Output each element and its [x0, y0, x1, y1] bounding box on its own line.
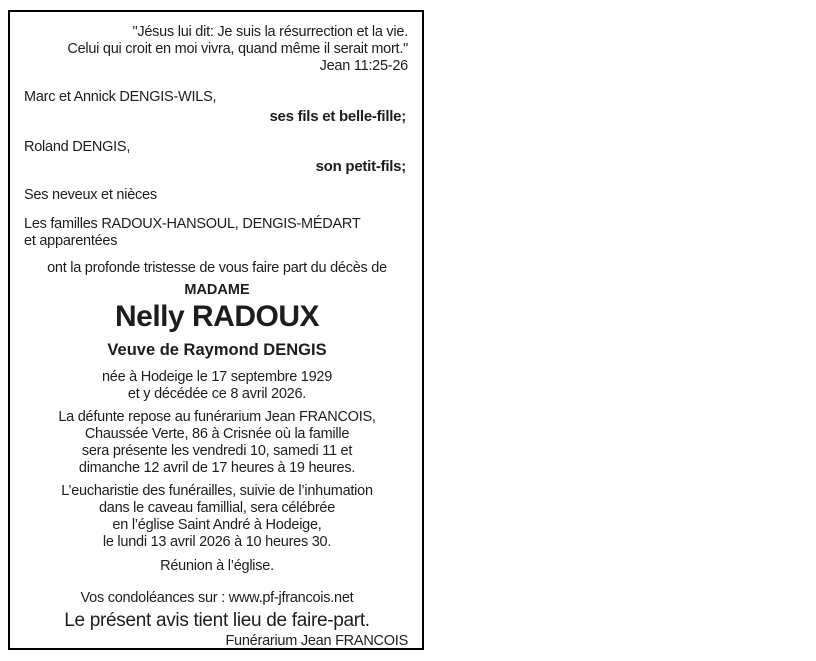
repose-block — [24, 409, 410, 477]
relative-row-sons — [24, 89, 410, 125]
repose-line-1: La défunte repose au funérarium Jean FRANCOIS, — [58, 409, 376, 425]
families-line-1: Les familles RADOUX-HANSOUL, DENGIS-MÉDART — [24, 216, 361, 232]
quote-line-2: Celui qui croit en moi vivra, quand même il serait mort." — [67, 41, 408, 57]
birth-death-block — [24, 369, 410, 403]
families-block — [24, 216, 410, 250]
relative-relation: ses fils et belle-fille; — [269, 108, 406, 125]
relative-relation: son petit-fils; — [315, 158, 406, 175]
notice-line: Le présent avis tient lieu de faire-part. — [64, 610, 370, 631]
repose-line-3: sera présente les vendredi 10, samedi 11 et — [81, 443, 353, 459]
ceremony-line-1: L’eucharistie des funérailles, suivie de l’inhumation — [61, 483, 373, 499]
honorific-title: MADAME — [184, 282, 250, 298]
repose-line-4: dimanche 12 avril de 17 heures à 19 heures. — [78, 460, 356, 476]
relative-row-grandson — [24, 139, 410, 175]
repose-line-2: Chaussée Verte, 86 à Crisnée où la famille — [84, 426, 350, 442]
widow-line: Veuve de Raymond DENGIS — [107, 341, 327, 359]
relative-names: Marc et Annick DENGIS-WILS, — [24, 89, 217, 105]
ceremony-block — [24, 483, 410, 551]
families-line-2: et apparentées — [24, 233, 118, 249]
gathering-line: Réunion à l’église. — [160, 558, 274, 574]
relative-names: Roland DENGIS, — [24, 139, 131, 155]
death-line: et y décédée ce 8 avril 2026. — [127, 386, 307, 402]
condolences-line: Vos condoléances sur : www.pf-jfrancois.net — [80, 590, 354, 606]
deceased-name: Nelly RADOUX — [114, 300, 320, 333]
quote-reference: Jean 11:25-26 — [319, 58, 408, 74]
ceremony-line-2: dans le caveau famillial, sera célébrée — [98, 500, 336, 516]
quote-line-1: "Jésus lui dit: Je suis la résurrection et la vie. — [132, 24, 408, 40]
announcement-line: ont la profonde tristesse de vous faire part du décès de — [47, 260, 387, 276]
birth-line: née à Hodeige le 17 septembre 1929 — [101, 369, 333, 385]
funeral-home-signature: Funérarium Jean FRANCOIS — [225, 633, 408, 649]
ceremony-line-4: le lundi 13 avril 2026 à 10 heures 30. — [102, 534, 332, 550]
bible-quote — [24, 24, 410, 75]
death-notice-card — [8, 10, 424, 650]
ceremony-line-3: en l’église Saint André à Hodeige, — [112, 517, 322, 533]
nephews-line: Ses neveux et nièces — [24, 187, 157, 203]
